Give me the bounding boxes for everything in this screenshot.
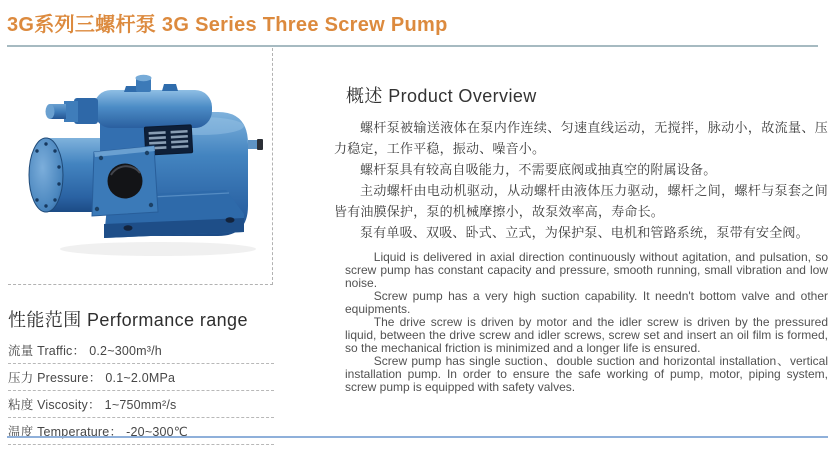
en-paragraph: Liquid is delivered in axial direction continuously without agitation, and pulsation, so screw pump has constant capacity and pressure, smooth running, small vibration and low noise.	[345, 250, 828, 290]
overview-english-text	[345, 251, 828, 394]
en-paragraph: Screw pump has a very high suction capability. It needn't bottom valve and other equipments.	[345, 289, 828, 316]
overview-heading: 概述 Product Overview	[346, 86, 537, 106]
performance-row-traffic	[8, 337, 274, 364]
viscosity-label: 粘度 Viscosity：	[8, 398, 101, 412]
temperature-label: 温度 Temperature：	[8, 425, 123, 439]
cn-paragraph: 螺杆泵具有较高自吸能力，不需要底阀或抽真空的附属设备。	[360, 162, 717, 177]
cn-paragraph: 泵有单吸、双吸、卧式、立式，为保护泵、电机和管路系统，泵带有安全阀。	[360, 225, 809, 240]
performance-heading: 性能范围 Performance range	[8, 310, 248, 330]
cn-paragraph: 主动螺杆由电动机驱动，从动螺杆由液体压力驱动，螺杆之间，螺杆与泵套之间皆有油膜保护，泵的机械摩擦小，故泵效率高，寿命长。	[334, 183, 828, 219]
en-paragraph: Screw pump has single suction、double suction and horizontal installation、vertical installation pump. In order to ensure the safe working of pump, motor, piping system, screw pump is equipped with safety valves.	[345, 354, 828, 394]
traffic-label: 流量 Traffic：	[8, 344, 86, 358]
footer-divider-line	[7, 436, 828, 438]
three-screw-pump-photo	[8, 48, 272, 284]
performance-range-section	[8, 306, 274, 445]
traffic-value: 0.2~300m³/h	[89, 344, 162, 358]
cn-paragraph: 螺杆泵被输送液体在泵内作连续、匀速直线运动，无搅拌，脉动小，故流量、压力稳定，工作平稳，振动、噪音小。	[334, 120, 828, 156]
performance-row-pressure	[8, 364, 274, 391]
product-overview-section	[334, 82, 828, 394]
viscosity-value: 1~750mm²/s	[104, 398, 177, 412]
product-image-box	[8, 48, 273, 285]
pressure-value: 0.1~2.0MPa	[105, 371, 176, 385]
performance-row-temperature	[8, 418, 274, 445]
pressure-label: 压力 Pressure：	[8, 371, 102, 385]
performance-row-viscosity	[8, 391, 274, 418]
temperature-value: -20~300℃	[126, 425, 189, 439]
en-paragraph: The drive screw is driven by motor and the idler screw is driven by the pressured liquid, between the drive screw and idler screws, screw set and insert an oil film is formed, so the mechanical friction is minimized and a longer life is ensured.	[345, 315, 828, 355]
title-divider-line	[7, 45, 818, 47]
overview-chinese-text	[334, 117, 828, 243]
page-title: 3G系列三螺杆泵 3G Series Three Screw Pump	[7, 14, 448, 36]
